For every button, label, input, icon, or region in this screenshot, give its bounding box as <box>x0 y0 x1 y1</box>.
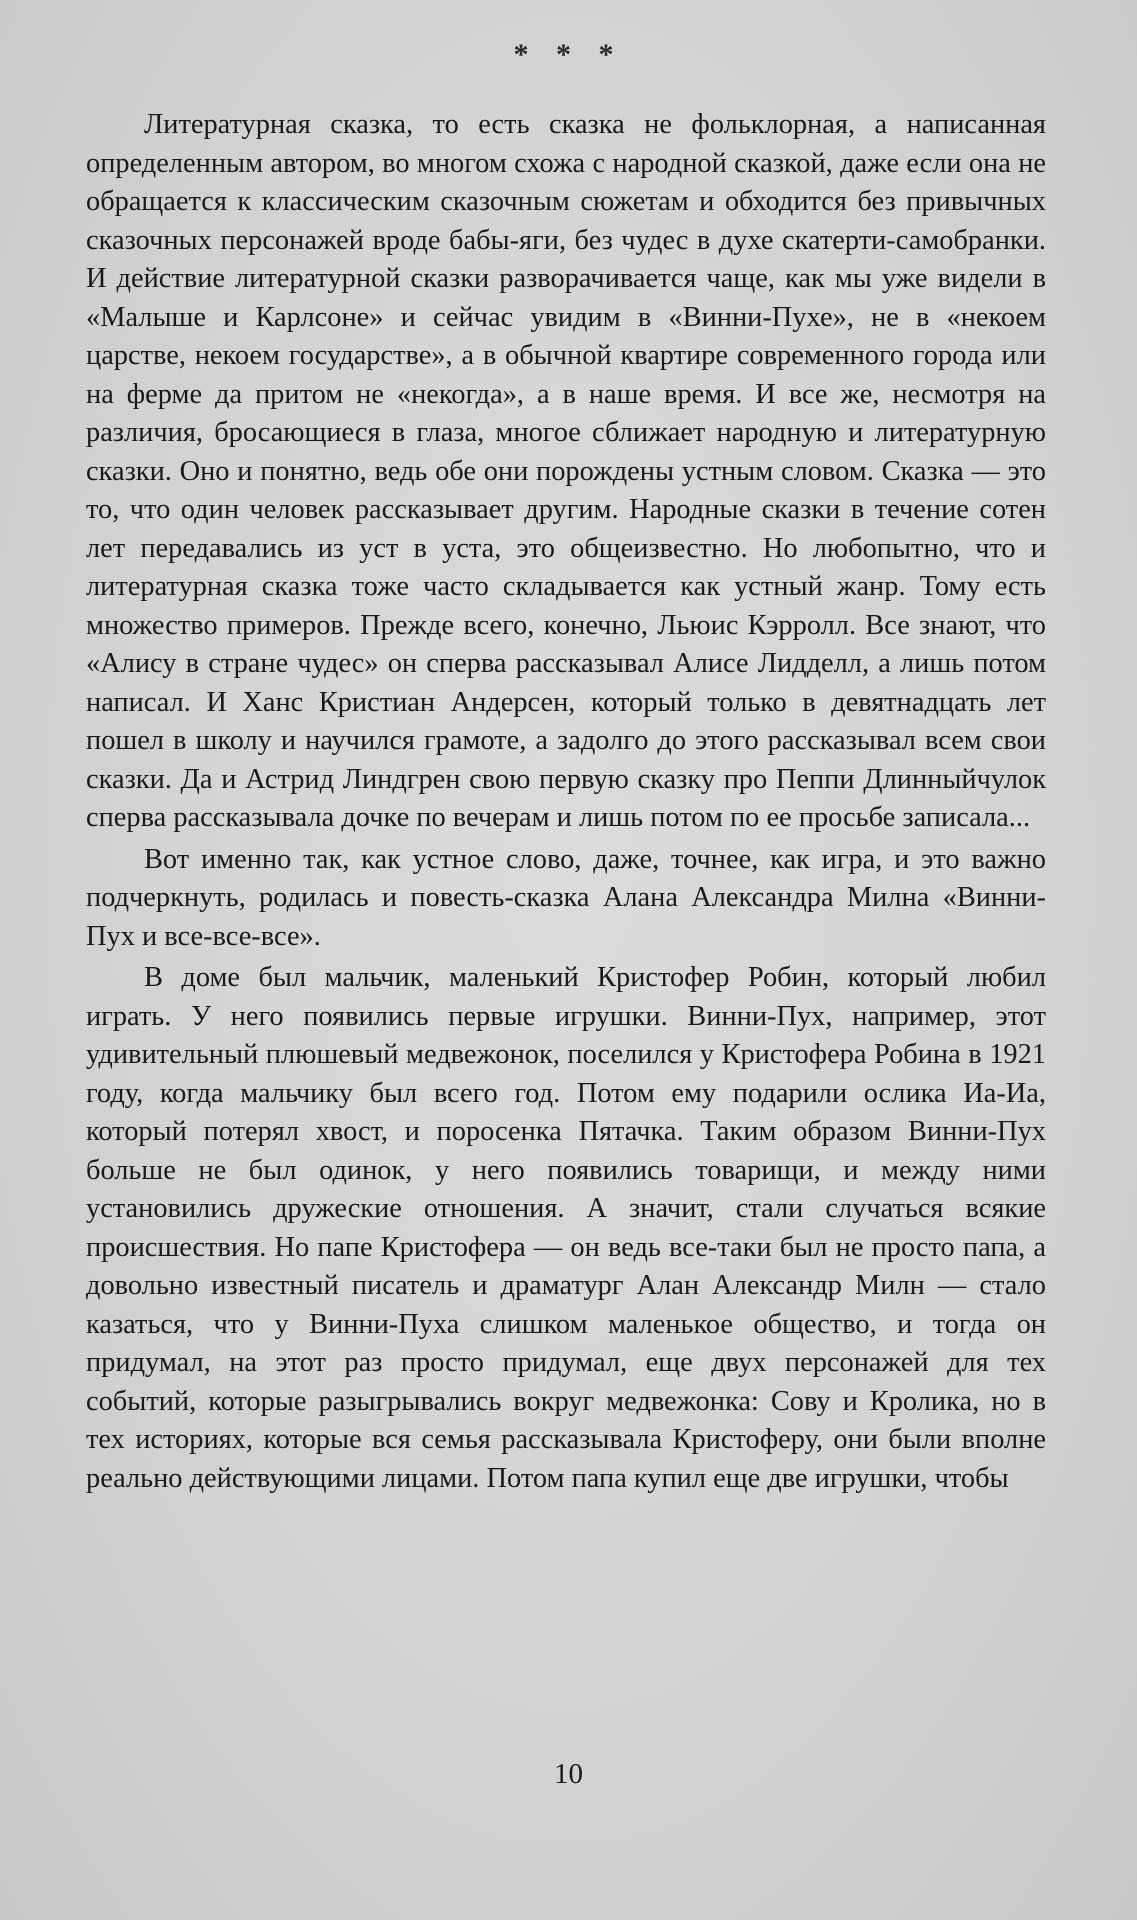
page-number: 10 <box>554 1758 583 1790</box>
paragraph-2: Вот именно так, как устное слово, даже, точнее, как игра, и это важно подчеркнуть, родилась и повесть-сказка Алана Александра Милна «Винни-Пух и все-все-все». <box>86 843 1046 952</box>
paragraph-1: Литературная сказка, то есть сказка не фольклорная, а написанная определенным автором, во многом схожа с народной сказкой, даже если она не обращается к классическим сказочным сюжетам и обходится без привычных сказочных персонажей вроде бабы-яги, без чудес в духе скатерти-самобранки. И действие литературной сказки разворачивается чаще, как мы уже видели в «Малыше и Карлсоне» и сейчас увидим в «Винни-Пухе», не в «некоем царстве, некоем государстве», а в обычной квартире современного города или на ферме да притом не «некогда», а в наше время. И все же, несмотря на различия, бросающиеся в глаза, многое сближает народную и литературную сказки. Оно и понятно, ведь обе они порождены устным словом. Сказка — это то, что один человек рассказывает другим. Народные сказки в течение сотен лет передавались из уст в уста, это общеизвестно. Но любопытно, что и литературная сказка тоже часто складывается как устный жанр. Тому есть множество примеров. Прежде всего, конечно, Льюис Кэрролл. Все знают, что «Алису в стране чудес» он сперва рассказывал Алисе Лидделл, а лишь потом написал. И Ханс Кристиан Андерсен, который только в девятнадцать лет пошел в школу и научился грамоте, а задолго до этого рассказывал всем свои сказки. Да и Астрид Линдгрен свою первую сказку про Пеппи Длинныйчулок сперва рассказывала дочке по вечерам и лишь потом по ее просьбе записала... <box>86 109 1046 833</box>
body-text <box>86 106 1046 1501</box>
paragraph-3: В доме был мальчик, маленький Кристофер Робин, который любил играть. У него появились первые игрушки. Винни-Пух, например, этот удивительный плюшевый медвежонок, поселился у Кристофера Робина в 1921 году, когда мальчику был всего год. Потом ему подарили ослика Иа-Иа, который потерял хвост, и поросенка Пятачка. Таким образом Винни-Пух больше не был одинок, у него появились товарищи, и между ними установились дружеские отношения. А значит, стали случаться всякие происшествия. Но папе Кристофера — он ведь все-таки был не просто папа, а довольно известный писатель и драматург Алан Александр Милн — стало казаться, что у Винни-Пуха слишком маленькое общество, и тогда он придумал, на этот раз просто придумал, еще двух персонажей для тех событий, которые разыгрывались вокруг медвежонка: Сову и Кролика, но в тех историях, которые вся семья рассказывала Кристоферу, они были вполне реально действующими лицами. Потом папа купил еще две игрушки, чтобы <box>86 962 1046 1494</box>
section-separator: * * * <box>513 38 624 71</box>
